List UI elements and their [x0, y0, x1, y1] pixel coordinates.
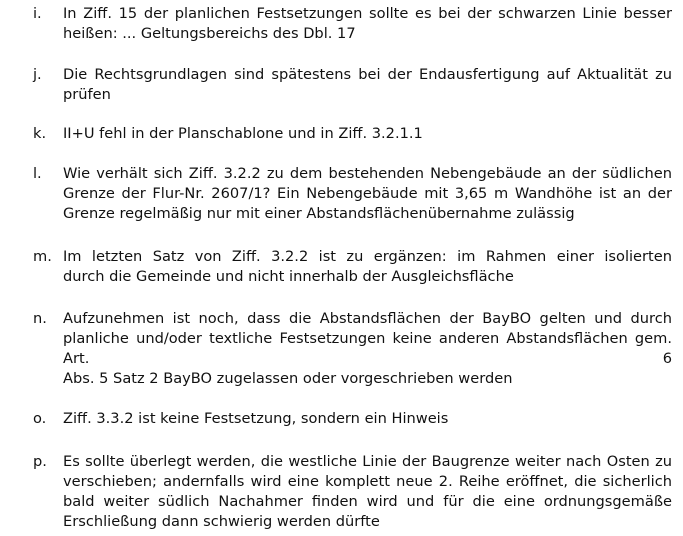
text-line: Aufzunehmen ist noch, dass die Abstandsflächen der BayBO gelten und durch [63, 310, 672, 327]
text-line: Ziff. 3.3.2 ist keine Festsetzung, sondern ein Hinweis [63, 410, 449, 427]
text-line: bald weiter südlich Nachahmer finden wird und für die eine ordnungsgemäße [63, 493, 672, 510]
text-line: Im letzten Satz von Ziff. 3.2.2 ist zu ergänzen: im Rahmen einer isolierten [63, 248, 672, 265]
list-item-text [63, 247, 672, 287]
text-line: Abs. 5 Satz 2 BayBO zugelassen oder vorgeschrieben werden [63, 370, 513, 387]
list-marker: l. [33, 165, 42, 182]
list-marker: o. [33, 410, 47, 427]
list-marker: p. [33, 453, 47, 470]
text-fragment: Art. [63, 350, 90, 367]
list-marker: n. [33, 310, 47, 327]
text-line: verschieben; andernfalls wird eine komplett neue 2. Reihe eröffnet, die sicherlich [63, 473, 672, 490]
text-line: Wie verhält sich Ziff. 3.2.2 zu dem bestehenden Nebengebäude an der südlichen [63, 165, 672, 182]
text-line: Grenze regelmäßig nur mit einer Abstandsflächenübernahme zulässig [63, 205, 575, 222]
text-line: Erschließung dann schwierig werden dürfte [63, 513, 380, 530]
text-line: planliche und/oder textliche Festsetzungen keine anderen Abstandsflächen gem. [63, 330, 672, 347]
text-line: Die Rechtsgrundlagen sind spätestens bei der Endausfertigung auf Aktualität zu [63, 66, 672, 83]
list-marker: m. [33, 248, 52, 265]
list-marker: i. [33, 5, 42, 22]
list-item-text [63, 164, 672, 224]
text-line: Es sollte überlegt werden, die westliche Linie der Baugrenze weiter nach Osten zu [63, 453, 672, 470]
text-line: prüfen [63, 86, 111, 103]
text-line: heißen: ... Geltungsbereichs des Dbl. 17 [63, 25, 356, 42]
list-marker: j. [33, 66, 42, 83]
text-fragment: 6 [662, 350, 672, 367]
text-line: II+U fehl in der Planschablone und in Ziff. 3.2.1.1 [63, 125, 423, 142]
text-line: In Ziff. 15 der planlichen Festsetzungen sollte es bei der schwarzen Linie besser [63, 5, 672, 22]
list-item-text [63, 124, 672, 144]
list-item-text [63, 4, 672, 44]
list-item-text [63, 452, 672, 532]
text-line [63, 349, 672, 369]
list-item-text [63, 309, 672, 389]
text-line: Grenze der Flur-Nr. 2607/1? Ein Nebengebäude mit 3,65 m Wandhöhe ist an der [63, 185, 672, 202]
text-line: durch die Gemeinde und nicht innerhalb der Ausgleichsfläche [63, 268, 514, 285]
list-marker: k. [33, 125, 47, 142]
list-item-text [63, 409, 672, 429]
list-item-text [63, 65, 672, 105]
